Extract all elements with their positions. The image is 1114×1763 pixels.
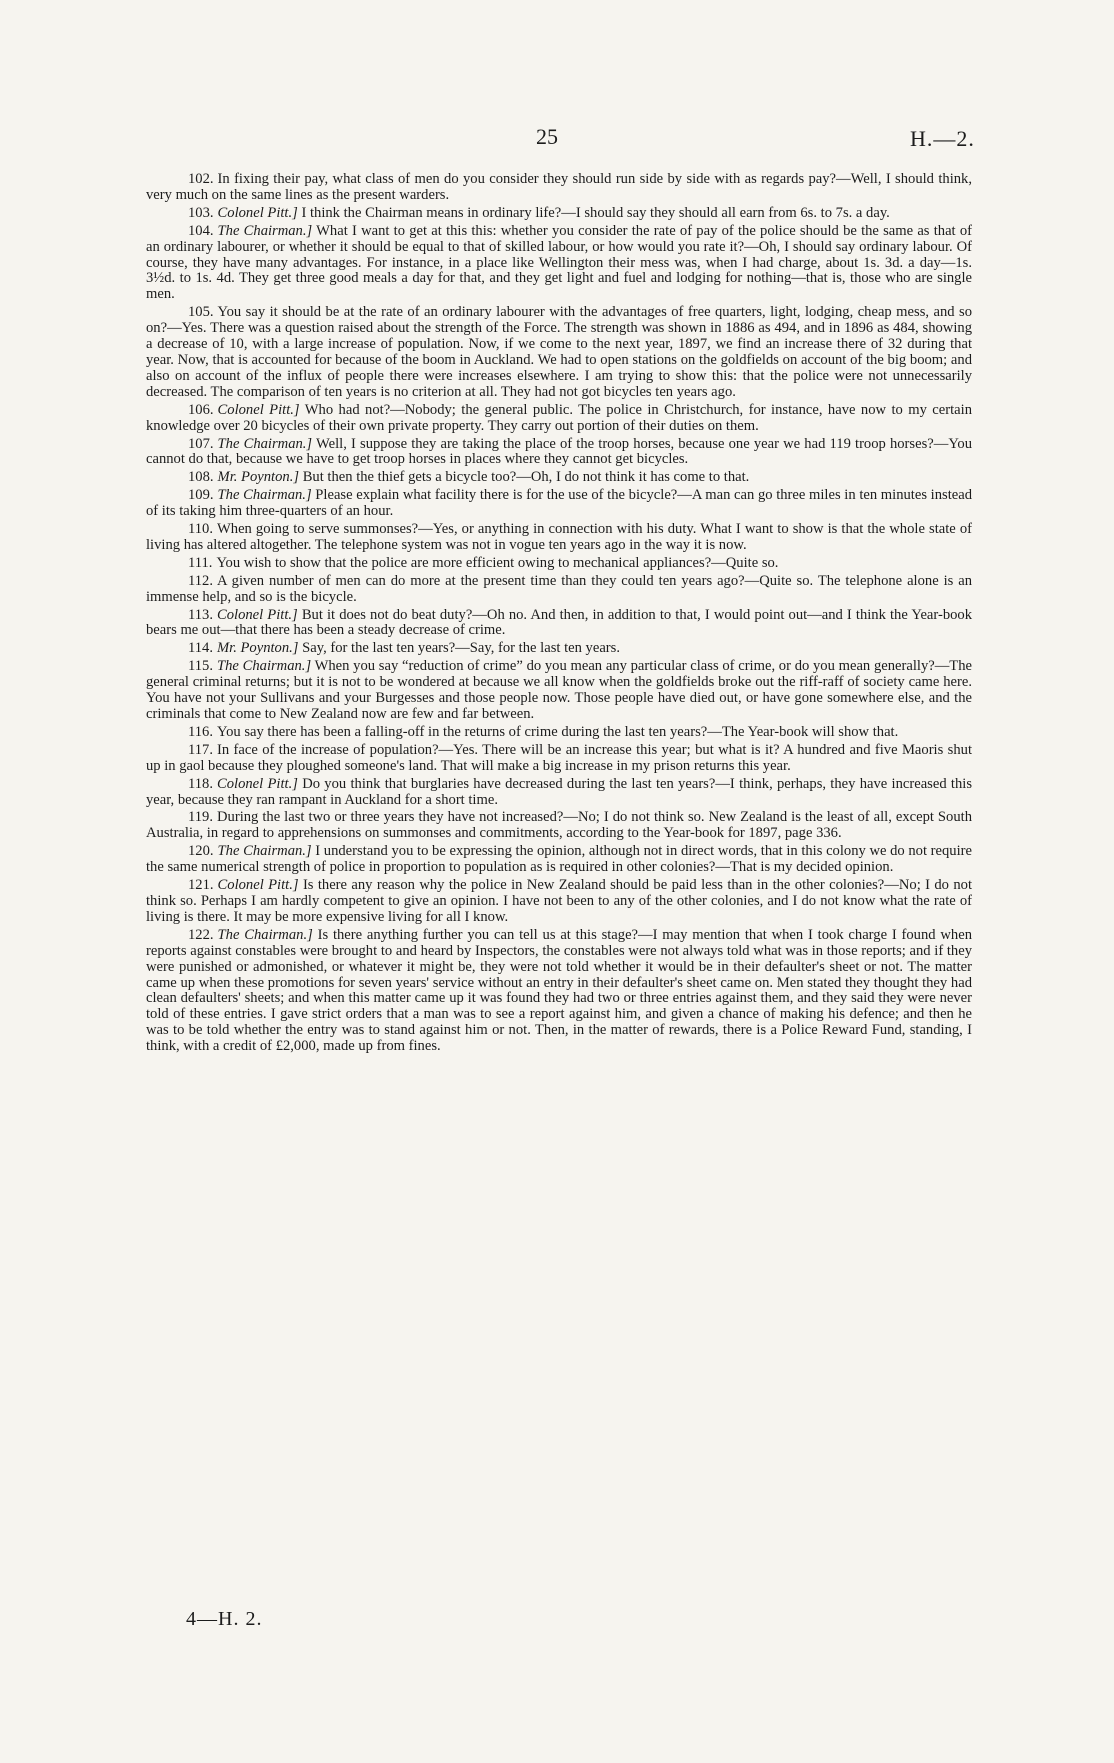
question-number: 104. bbox=[188, 222, 214, 239]
question-number: 119. bbox=[188, 809, 213, 826]
question-text: Say, for the last ten years?—Say, for the last ten years. bbox=[302, 640, 620, 657]
speaker-label: The Chairman.] bbox=[217, 487, 312, 504]
speaker-label: The Chairman.] bbox=[217, 658, 312, 675]
question-number: 114. bbox=[188, 640, 213, 657]
question-text: But then the thief gets a bicycle too?—Oh, I do not think it has come to that. bbox=[302, 469, 750, 486]
speaker-label: Mr. Poynton.] bbox=[217, 640, 299, 657]
speaker-label: Colonel Pitt.] bbox=[217, 775, 298, 792]
evidence-text bbox=[146, 172, 972, 1057]
speaker-label: The Chairman.] bbox=[217, 222, 313, 239]
question-paragraph bbox=[146, 437, 972, 469]
question-paragraph bbox=[146, 522, 972, 554]
question-text: You wish to show that the police are more efficient owing to mechanical appliances?—Quite so. bbox=[216, 554, 779, 571]
question-number: 110. bbox=[188, 521, 213, 538]
question-number: 122. bbox=[188, 926, 214, 943]
question-text: Please explain what facility there is for the use of the bicycle?—A man can go three miles in ten minutes instead of its taking him three-quarters of an hour. bbox=[146, 487, 973, 520]
question-paragraph bbox=[146, 743, 972, 775]
question-number: 102. bbox=[188, 171, 214, 187]
speaker-label: Colonel Pitt.] bbox=[217, 204, 298, 221]
question-text: In face of the increase of population?—Yes. There will be an increase this year; but what is it? A hundred and five Maoris shut up in gaol because they ploughed someone's land. That will make a big increase in my prison returns this year. bbox=[146, 741, 972, 774]
question-text: A given number of men can do more at the present time than they could ten years ago?—Quite so. The telephone alone is an immense help, and so is the bicycle. bbox=[146, 572, 972, 605]
question-paragraph bbox=[146, 844, 972, 876]
question-number: 120. bbox=[188, 843, 214, 860]
question-text: Who had not?—Nobody; the general public. The police in Christchurch, for instance, have now to my certain knowledge over 20 bicycles of their own private property. They carry out portion of their duties on them. bbox=[146, 401, 973, 434]
speaker-label: Colonel Pitt.] bbox=[217, 606, 298, 623]
question-text: During the last two or three years they have not increased?—No; I do not think so. New Zealand is the least of all, except South Australia, in regard to apprehensions on summonses and commitments, according to the Year-book for 1897, page 336. bbox=[146, 809, 972, 842]
question-text: You say it should be at the rate of an ordinary labourer with the advantages of free quarters, light, lodging, cheap mess, and so on?—Yes. There was a question raised about the strength of the Force. The strength was shown in 1886 as 494, and in 1896 as 484, showing a decrease of 10, with a large increase of population. Now, if we come to the next year, 1897, we find an increase there of 32 during that year. Now, that is accounted for because of the boom in Auckland. We had to open stations on the goldfields on account of the big boom; and also on account of the influx of people there were increases elsewhere. I am trying to show this: that the police were not unnecessarily decreased. The comparison of ten years is no criterion at all. They had not got bicycles ten years ago. bbox=[146, 304, 972, 400]
speaker-label: The Chairman.] bbox=[217, 435, 313, 452]
question-text: I think the Chairman means in ordinary life?—I should say they should all earn from 6s. to 7s. a day. bbox=[301, 204, 890, 221]
question-paragraph bbox=[146, 777, 972, 809]
question-number: 113. bbox=[188, 606, 213, 623]
question-text: When you say “reduction of crime” do you mean any particular class of crime, or do you mean generally?—The general criminal returns; but it is not to be wondered at because we all know when the goldfields broke out the riff-raff of society came here. You have not your Sullivans and your Burgesses and those people now. Those people have died out, or have gone somewhere else, and the criminals that come to New Zealand now are few and far between. bbox=[146, 658, 972, 722]
speaker-label: Colonel Pitt.] bbox=[217, 877, 299, 894]
question-paragraph bbox=[146, 172, 972, 204]
question-number: 121. bbox=[188, 877, 214, 894]
question-paragraph bbox=[146, 574, 972, 606]
question-number: 103. bbox=[188, 204, 214, 221]
question-number: 109. bbox=[188, 487, 214, 504]
question-paragraph bbox=[146, 659, 972, 723]
question-number: 107. bbox=[188, 435, 214, 452]
question-text: Is there any reason why the police in New Zealand should be paid less than in the other colonies?—No; I do not think so. Perhaps I am hardly competent to give an opinion. I have not been to any of the other colonies, and I do not know what the rate of living is there. It may be more expensive living for all I know. bbox=[146, 877, 972, 925]
question-text: In fixing their pay, what class of men do you consider they should run side by side with as regards pay?—Well, I should think, very much on the same lines as the present warders. bbox=[146, 171, 972, 203]
question-paragraph bbox=[146, 206, 972, 222]
document-reference: H.—2. bbox=[910, 126, 975, 151]
speaker-label: Mr. Poynton.] bbox=[217, 469, 300, 486]
question-paragraph bbox=[146, 556, 972, 572]
question-text: What I want to get at this this: whether you consider the rate of pay of the police should be the same as that of an ordinary labourer, or whether it should be equal to that of skilled labour, or how would you rate it?—Oh, I should say ordinary labour. Of course, they have many advantages. For instance, in a place like Wellington their mess was, when I had charge, about 1s. 3d. a day—1s. 3½d. to 1s. 4d. They get three good meals a day for that, and they get light and fuel and lodging for nothing—that is, those who are single men. bbox=[146, 222, 972, 303]
sheet-signature: 4—H. 2. bbox=[186, 1608, 263, 1630]
question-paragraph bbox=[146, 403, 972, 435]
question-text: Is there anything further you can tell us at this stage?—I may mention that when I took charge I found when reports against constables were brought to and heard by Inspectors, the constables were not always told what was in those reports; and if they were punished or admonished, or whatever it might be, they were not told whether it would be in their defaulter's sheet or not. The matter came up when these promotions for seven years' service without an entry in their defaulter's sheet came on. Men stated they thought they had clean defaulters' sheets; and when this matter came up it was found they had two or three entries against them, and they said they were never told of these entries. I gave strict orders that a man was to see a report against him, and given a chance of making his defence; and then he was to be told whether the entry was to stand against him or not. Then, in the matter of rewards, there is a Police Reward Fund, standing, I think, with a credit of £2,000, made up from fines. bbox=[146, 926, 972, 1055]
question-paragraph bbox=[146, 810, 972, 842]
question-text: Do you think that burglaries have decreased during the last ten years?—I think, perhaps, they have increased this year, because they ran rampant in Auckland for a short time. bbox=[146, 775, 973, 808]
question-paragraph bbox=[146, 641, 972, 657]
question-number: 115. bbox=[188, 658, 213, 675]
speaker-label: The Chairman.] bbox=[217, 843, 312, 860]
question-text: You say there has been a falling-off in the returns of crime during the last ten years?—The Year-book will show that. bbox=[217, 723, 899, 740]
question-paragraph bbox=[146, 608, 972, 640]
question-number: 111. bbox=[188, 554, 213, 571]
question-number: 112. bbox=[188, 572, 213, 589]
question-text: But it does not do beat duty?—Oh no. And then, in addition to that, I would point out—and I think the Year-book bears me out—that there has been a steady decrease of crime. bbox=[146, 606, 973, 639]
question-number: 116. bbox=[188, 723, 213, 740]
question-number: 106. bbox=[188, 401, 214, 418]
question-text: Well, I suppose they are taking the place of the troop horses, because one year we had 119 troop horses?—You cannot do that, because we have to get troop horses in places where they cannot get bicycles. bbox=[146, 435, 972, 468]
question-number: 108. bbox=[188, 469, 214, 486]
question-number: 105. bbox=[188, 304, 214, 321]
question-number: 117. bbox=[188, 741, 213, 758]
speaker-label: Colonel Pitt.] bbox=[217, 401, 300, 418]
question-paragraph bbox=[146, 928, 972, 1055]
question-paragraph bbox=[146, 725, 972, 741]
question-paragraph bbox=[146, 224, 972, 304]
speaker-label: The Chairman.] bbox=[217, 926, 313, 943]
question-paragraph bbox=[146, 878, 972, 926]
question-paragraph bbox=[146, 470, 972, 486]
page-number: 25 bbox=[536, 124, 558, 149]
question-number: 118. bbox=[188, 775, 213, 792]
question-paragraph bbox=[146, 305, 972, 400]
question-paragraph bbox=[146, 488, 972, 520]
question-text: I understand you to be expressing the opinion, although not in direct words, that in this colony we do not require the same numerical strength of police in proportion to population as is required in other colonies?—That is my decided opinion. bbox=[146, 843, 972, 876]
question-text: When going to serve summonses?—Yes, or anything in connection with his duty. What I want to show is that the whole state of living has altered altogether. The telephone system was not in vogue ten years ago in the way it is now. bbox=[146, 521, 972, 553]
